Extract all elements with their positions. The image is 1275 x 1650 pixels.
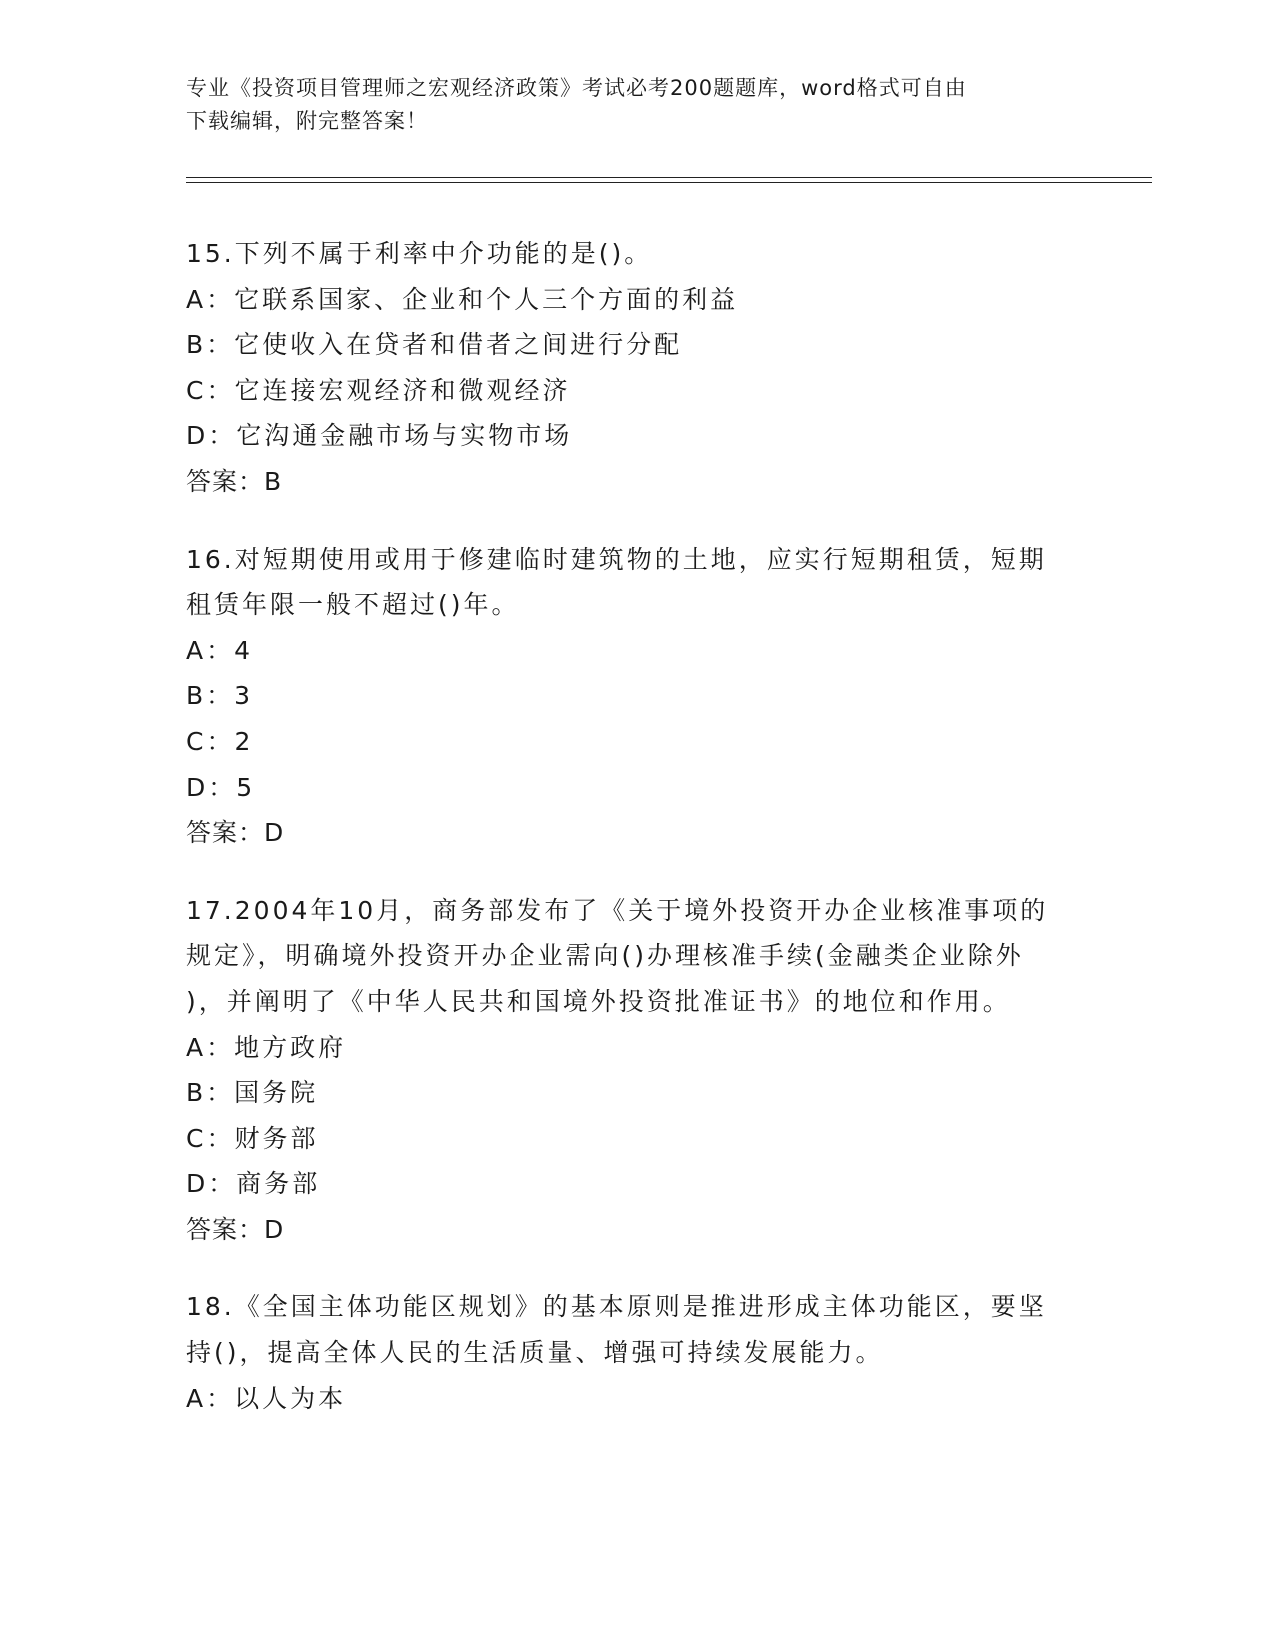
question-text [186,537,1086,628]
option-b: B：3 [186,681,254,711]
option-a: A：它联系国家、企业和个人三个方面的利益 [186,284,739,314]
question-text-line: 18.《全国主体功能区规划》的基本原则是推进形成主体功能区，要坚 [186,1292,1047,1322]
option-a: A：4 [186,635,254,665]
question-text-line: 15.下列不属于利率中介功能的是()。 [186,239,653,268]
question-text-line: 16.对短期使用或用于修建临时建筑物的土地，应实行短期租赁，短期 [186,544,1047,574]
question-text-line: 租赁年限一般不超过()年。 [186,590,520,620]
option-d: D：它沟通金融市场与实物市场 [186,421,573,451]
question-text-line: 规定》，明确境外投资开办企业需向()办理核准手续(金融类企业除外 [186,941,1024,971]
document-header [186,72,1066,138]
question-17 [186,888,1086,1253]
answer: 答案：D [186,1214,285,1244]
question-18 [186,1284,1086,1421]
question-text [186,1284,1086,1375]
answer: 答案：B [186,466,283,496]
option-b: B：国务院 [186,1078,319,1108]
question-15 [186,231,1086,505]
question-list [186,231,1086,1453]
header-line: 下载编辑，附完整答案！ [186,109,428,133]
header-divider [186,182,1152,183]
answer: 答案：D [186,818,285,848]
option-a: A：以人为本 [186,1383,347,1413]
question-16 [186,537,1086,856]
header-line: 专业《投资项目管理师之宏观经济政策》考试必考200题题库，word格式可自由 [186,76,967,100]
question-text-line: 持()，提高全体人民的生活质量、增强可持续发展能力。 [186,1338,884,1368]
question-text-line: )，并阐明了《中华人民共和国境外投资批准证书》的地位和作用。 [186,986,1011,1016]
option-c: C：2 [186,726,254,756]
header-divider [186,177,1152,178]
option-d: D：商务部 [186,1169,321,1199]
option-d: D：5 [186,772,256,802]
option-c: C：它连接宏观经济和微观经济 [186,375,571,405]
question-text-line: 17.2004年10月，商务部发布了《关于境外投资开办企业核准事项的 [186,895,1049,925]
question-text [186,888,1086,1025]
option-b: B：它使收入在贷者和借者之间进行分配 [186,330,683,360]
option-c: C：财务部 [186,1123,319,1153]
question-text [186,231,1086,277]
option-a: A：地方政府 [186,1032,347,1062]
